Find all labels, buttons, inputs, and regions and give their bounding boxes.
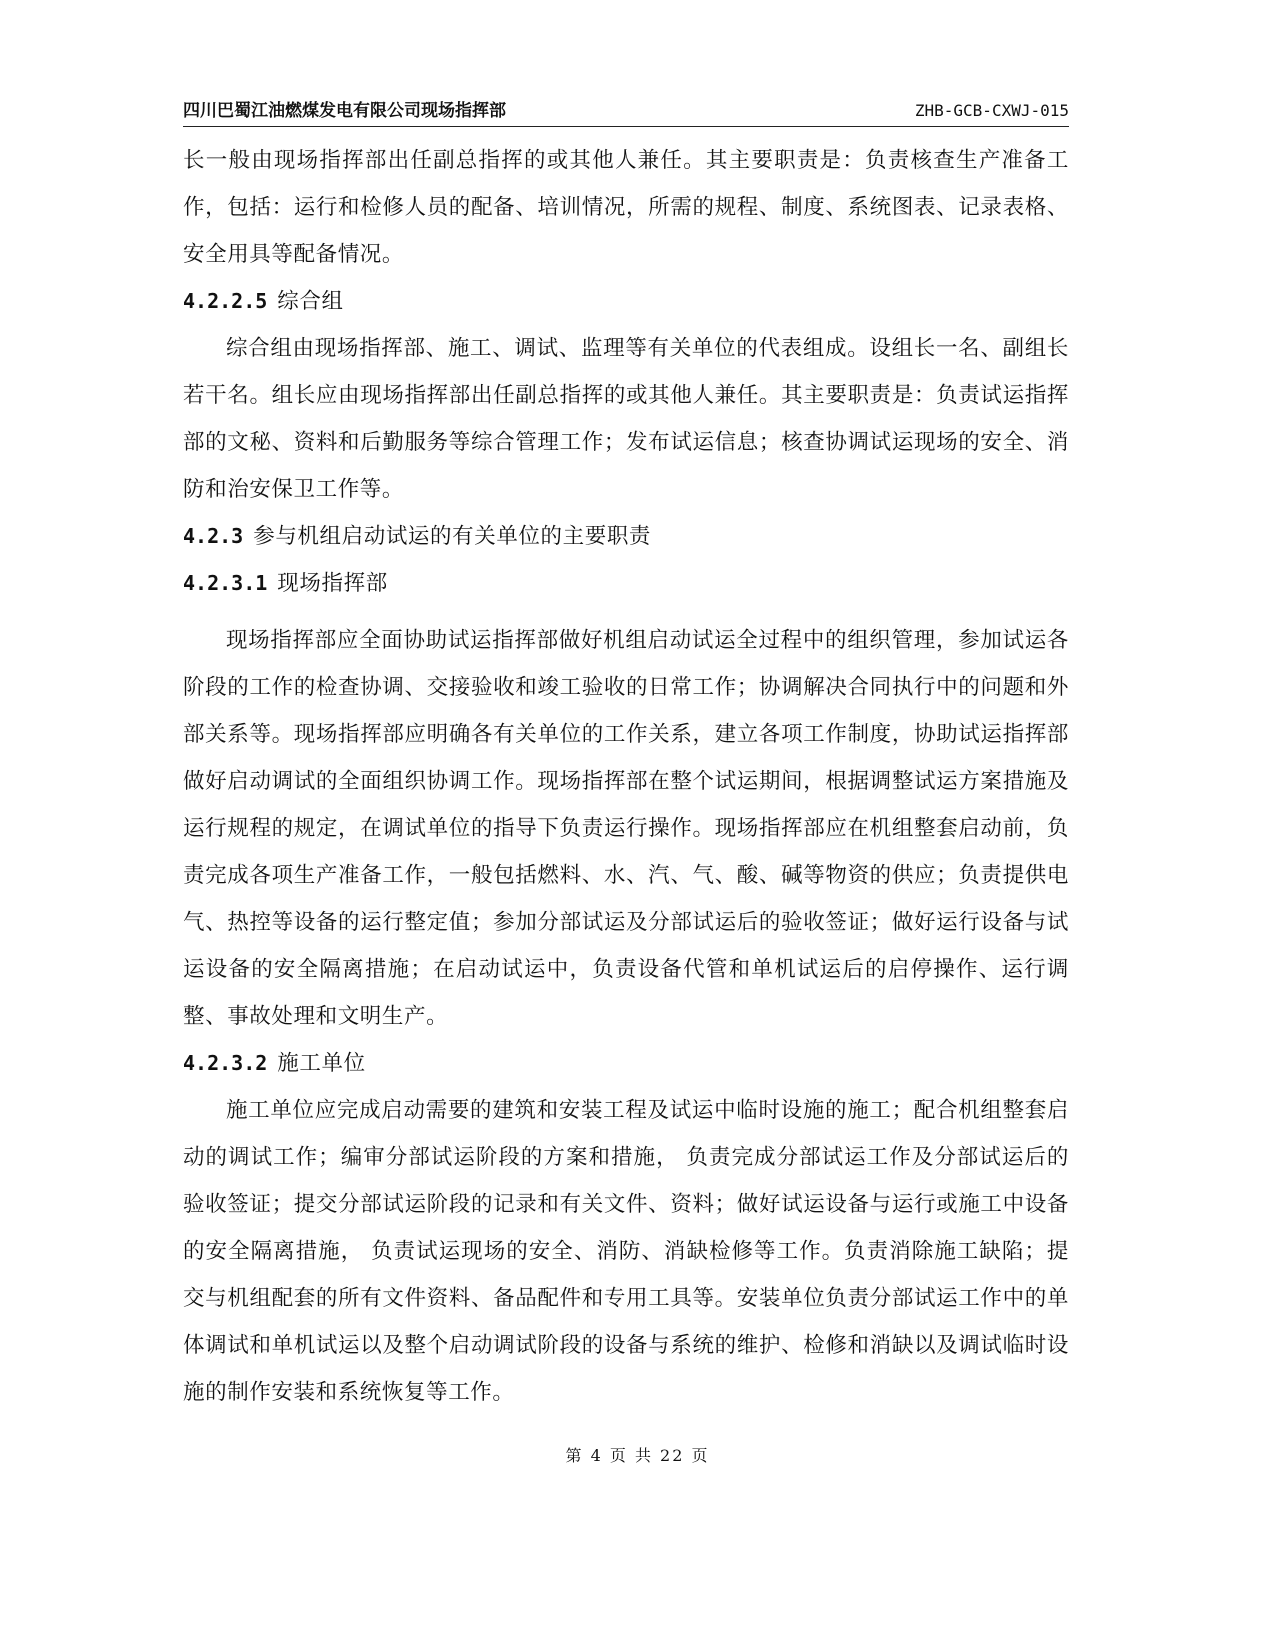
section-title: 综合组 [277,289,344,314]
body-paragraph: 施工单位应完成启动需要的建筑和安装工程及试运中临时设施的施工；配合机组整套启动的调试工作；编审分部试运阶段的方案和措施， 负责完成分部试运工作及分部试运后的验收签证；提交分部试运阶段的记录和有关文件、资料；做好试运设备与运行或施工中设备的安全隔离措施， 负责试运现场的安全、消防、消缺检修等工作。负责消除施工缺陷；提交与机组配套的所有文件资料、备品配件和专用工具等。安装单位负责分部试运工作中的单体调试和单机试运以及整个启动调试阶段的设备与系统的维护、检修和消缺以及调试临时设施的制作安装和系统恢复等工作。 [183,1098,1069,1405]
section-heading [183,513,1069,560]
section-title: 参与机组启动试运的有关单位的主要职责 [253,524,652,549]
section-number: 4.2.3.2 [183,1051,268,1075]
body-paragraph: 长一般由现场指挥部出任副总指挥的或其他人兼任。其主要职责是：负责核查生产准备工作，包括：运行和检修人员的配备、培训情况，所需的规程、制度、系统图表、记录表格、安全用具等配备情况。 [183,148,1069,267]
section-heading [183,1040,1069,1087]
section-number: 4.2.3 [183,524,244,548]
body-paragraph: 综合组由现场指挥部、施工、调试、监理等有关单位的代表组成。设组长一名、副组长若干名。组长应由现场指挥部出任副总指挥的或其他人兼任。其主要职责是：负责试运指挥部的文秘、资料和后勤服务等综合管理工作；发布试运信息；核查协调试运现场的安全、消防和治安保卫工作等。 [183,336,1069,502]
page-header [183,100,1069,127]
section-heading [183,278,1069,325]
section-title: 现场指挥部 [277,571,388,596]
company-name: 四川巴蜀江油燃煤发电有限公司现场指挥部 [183,101,506,121]
body-paragraph: 现场指挥部应全面协助试运指挥部做好机组启动试运全过程中的组织管理，参加试运各阶段的工作的检查协调、交接验收和竣工验收的日常工作；协调解决合同执行中的问题和外部关系等。现场指挥部应明确各有关单位的工作关系，建立各项工作制度，协助试运指挥部做好启动调试的全面组织协调工作。现场指挥部在整个试运期间，根据调整试运方案措施及运行规程的规定，在调试单位的指导下负责运行操作。现场指挥部应在机组整套启动前，负责完成各项生产准备工作，一般包括燃料、水、汽、气、酸、碱等物资的供应；负责提供电气、热控等设备的运行整定值；参加分部试运及分部试运后的验收签证；做好运行设备与试运设备的安全隔离措施；在启动试运中，负责设备代管和单机试运后的启停操作、运行调整、事故处理和文明生产。 [183,628,1069,1029]
section-title: 施工单位 [277,1051,366,1076]
section-heading [183,560,1069,607]
section-number: 4.2.3.1 [183,571,268,595]
page-footer: 第 4 页 共 22 页 [565,1446,710,1465]
section-number: 4.2.2.5 [183,289,268,313]
document-code: ZHB-GCB-CXWJ-015 [914,101,1069,120]
document-body [183,137,1069,1416]
